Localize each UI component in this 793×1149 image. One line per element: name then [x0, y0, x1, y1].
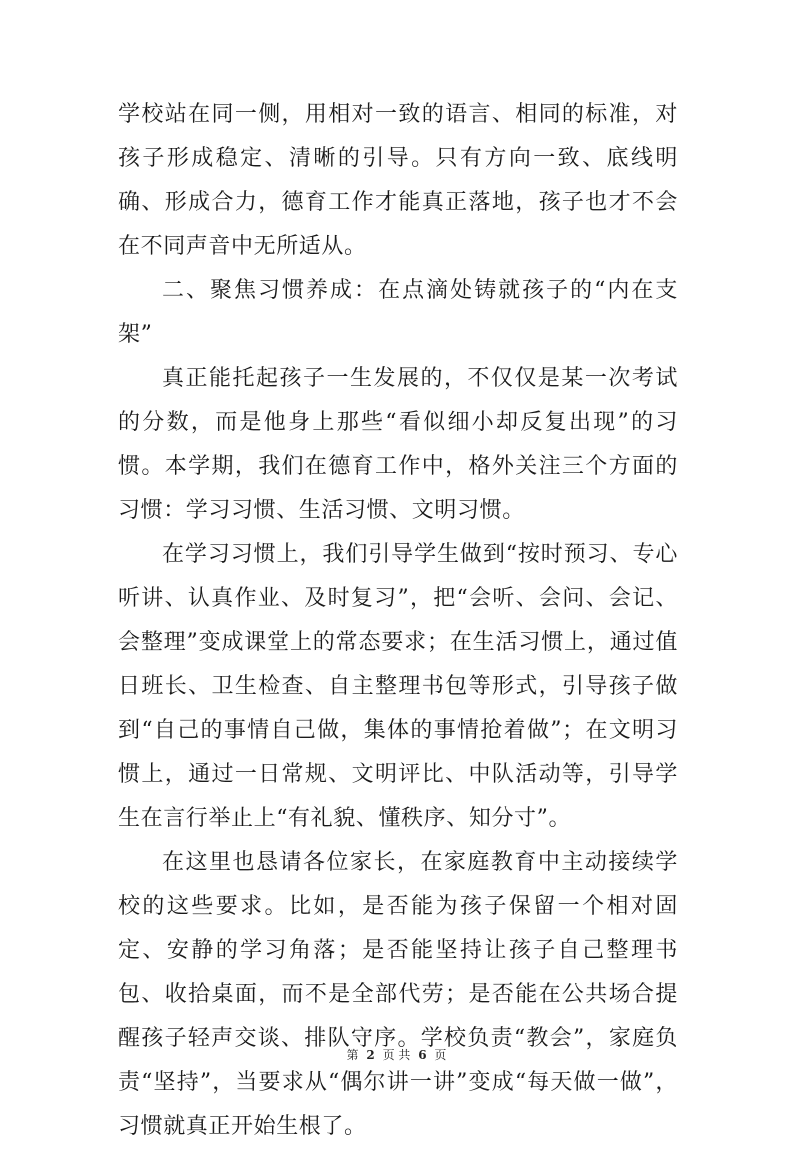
paragraph-continued: 学校站在同一侧，用相对一致的语言、相同的标准，对孩子形成稳定、清晰的引导。只有方向一致、底线明确、形成合力，德育工作才能真正落地，孩子也才不会在不同声音中无所适从。: [118, 102, 678, 259]
section-heading: 二、聚焦习惯养成：在点滴处铸就孩子的“内在支架”: [118, 278, 678, 347]
paragraph: 在这里也恳请各位家长，在家庭教育中主动接续学校的这些要求。比如，是否能为孩子保留一个相对固定、安静的学习角落；是否能坚持让孩子自己整理书包、收拾桌面，而不是全部代劳；是否能在公共场合提醒孩子轻声交谈、排队守序。学校负责“教会”，家庭负责“坚持”，当要求从“偶尔讲一讲”变成“每天做一做”，习惯就真正开始生根了。: [118, 850, 678, 1139]
page-footer: [0, 1047, 793, 1063]
footer-suffix: 页: [434, 1048, 447, 1062]
current-page-number: 2: [366, 1048, 375, 1062]
paragraph: 在学习习惯上，我们引导学生做到“按时预习、专心听讲、认真作业、及时复习”，把“会听、会问、会记、会整理”变成课堂上的常态要求；在生活习惯上，通过值日班长、卫生检查、自主整理书包等形式，引导孩子做到“自己的事情自己做，集体的事情抢着做”；在文明习惯上，通过一日常规、文明评比、中队活动等，引导学生在言行举止上“有礼貌、懂秩序、知分寸”。: [118, 542, 678, 831]
document-body: [118, 93, 678, 1149]
footer-middle: 页 共: [382, 1048, 411, 1062]
footer-prefix: 第: [346, 1048, 359, 1062]
total-page-number: 6: [418, 1048, 427, 1062]
paragraph: 真正能托起孩子一生发展的，不仅仅是某一次考试的分数，而是他身上那些“看似细小却反复出现”的习惯。本学期，我们在德育工作中，格外关注三个方面的习惯：学习习惯、生活习惯、文明习惯。: [118, 366, 678, 523]
